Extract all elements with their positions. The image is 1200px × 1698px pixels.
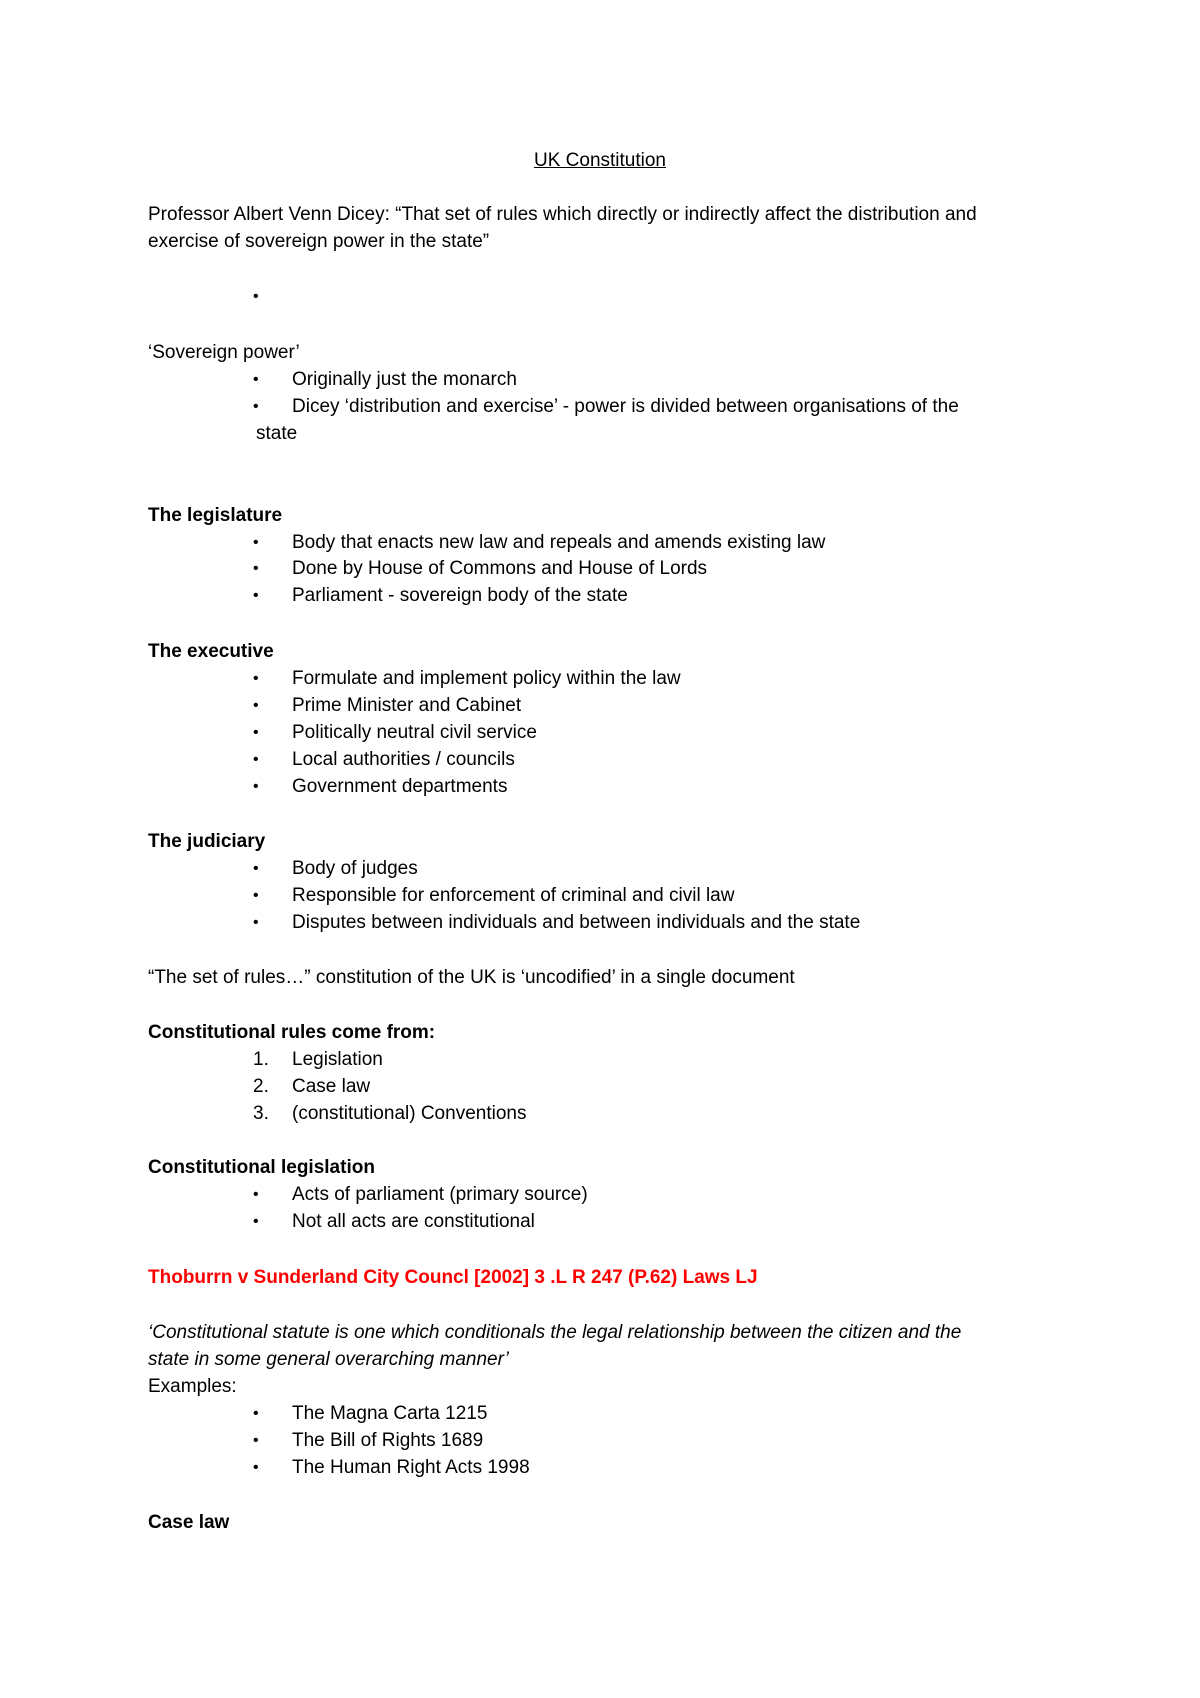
list-item: The Bill of Rights 1689 bbox=[292, 1430, 484, 1451]
set-of-rules-text: “The set of rules…” constitution of the UK is ‘uncodified’ in a single document bbox=[148, 967, 795, 988]
bullet-icon: • bbox=[253, 1186, 259, 1203]
bullet-icon: • bbox=[253, 560, 259, 577]
list-item: Government departments bbox=[292, 776, 508, 797]
list-number: 1. bbox=[253, 1049, 269, 1070]
sovereign-heading: ‘Sovereign power’ bbox=[148, 342, 300, 363]
bullet-icon: • bbox=[253, 670, 259, 687]
judiciary-heading: The judiciary bbox=[148, 831, 266, 852]
dicey-quote-line-2: exercise of sovereign power in the state” bbox=[148, 231, 490, 252]
list-item: (constitutional) Conventions bbox=[292, 1103, 527, 1124]
list-item-continuation: state bbox=[256, 423, 298, 444]
bullet-icon: • bbox=[253, 697, 259, 714]
bullet-icon: • bbox=[253, 1405, 259, 1422]
list-item: Done by House of Commons and House of Lords bbox=[292, 558, 708, 579]
legislature-heading: The legislature bbox=[148, 505, 283, 526]
dicey-quote-line-1: Professor Albert Venn Dicey: “That set of rules which directly or indirectly affect the distribution and bbox=[148, 204, 977, 225]
list-item: Acts of parliament (primary source) bbox=[292, 1184, 588, 1205]
list-item: Originally just the monarch bbox=[292, 369, 517, 390]
list-item: Politically neutral civil service bbox=[292, 722, 537, 743]
list-item: Legislation bbox=[292, 1049, 383, 1070]
list-item: Formulate and implement policy within the law bbox=[292, 668, 681, 689]
bullet-icon: • bbox=[253, 724, 259, 741]
examples-heading: Examples: bbox=[148, 1376, 237, 1397]
executive-heading: The executive bbox=[148, 641, 274, 662]
bullet-icon: • bbox=[253, 534, 259, 551]
bullet-icon: • bbox=[253, 587, 259, 604]
list-item: Case law bbox=[292, 1076, 371, 1097]
case-quote-line-1: ‘Constitutional statute is one which conditionals the legal relationship between the citizen and the bbox=[148, 1322, 962, 1343]
bullet-icon: • bbox=[253, 1459, 259, 1476]
bullet-icon: • bbox=[253, 860, 259, 877]
const-legislation-heading: Constitutional legislation bbox=[148, 1157, 375, 1178]
list-item: Not all acts are constitutional bbox=[292, 1211, 535, 1232]
list-item: Responsible for enforcement of criminal and civil law bbox=[292, 885, 735, 906]
bullet-icon: • bbox=[253, 887, 259, 904]
bullet-icon: • bbox=[253, 398, 259, 415]
list-item: Body that enacts new law and repeals and amends existing law bbox=[292, 532, 826, 553]
case-title: Thoburrn v Sunderland City Councl [2002] 3 .L R 247 (P.62) Laws LJ bbox=[148, 1267, 758, 1288]
list-item: The Magna Carta 1215 bbox=[292, 1403, 488, 1424]
bullet-icon: • bbox=[253, 914, 259, 931]
list-item: Parliament - sovereign body of the state bbox=[292, 585, 628, 606]
bullet-icon: • bbox=[253, 751, 259, 768]
empty-bullet: • bbox=[253, 288, 259, 305]
list-item: Disputes between individuals and between individuals and the state bbox=[292, 912, 861, 933]
sources-heading: Constitutional rules come from: bbox=[148, 1022, 436, 1043]
page-title: UK Constitution bbox=[533, 150, 666, 171]
bullet-icon: • bbox=[253, 371, 259, 388]
list-item: Local authorities / councils bbox=[292, 749, 515, 770]
bullet-icon: • bbox=[253, 1432, 259, 1449]
list-item: The Human Right Acts 1998 bbox=[292, 1457, 530, 1478]
case-quote-line-2: state in some general overarching manner’ bbox=[148, 1349, 509, 1370]
list-number: 3. bbox=[253, 1103, 269, 1124]
list-item: Body of judges bbox=[292, 858, 418, 879]
bullet-icon: • bbox=[253, 1213, 259, 1230]
list-number: 2. bbox=[253, 1076, 269, 1097]
case-law-heading: Case law bbox=[148, 1512, 230, 1533]
list-item: Prime Minister and Cabinet bbox=[292, 695, 522, 716]
list-item: Dicey ‘distribution and exercise’ - power is divided between organisations of the bbox=[292, 396, 959, 417]
bullet-icon: • bbox=[253, 778, 259, 795]
